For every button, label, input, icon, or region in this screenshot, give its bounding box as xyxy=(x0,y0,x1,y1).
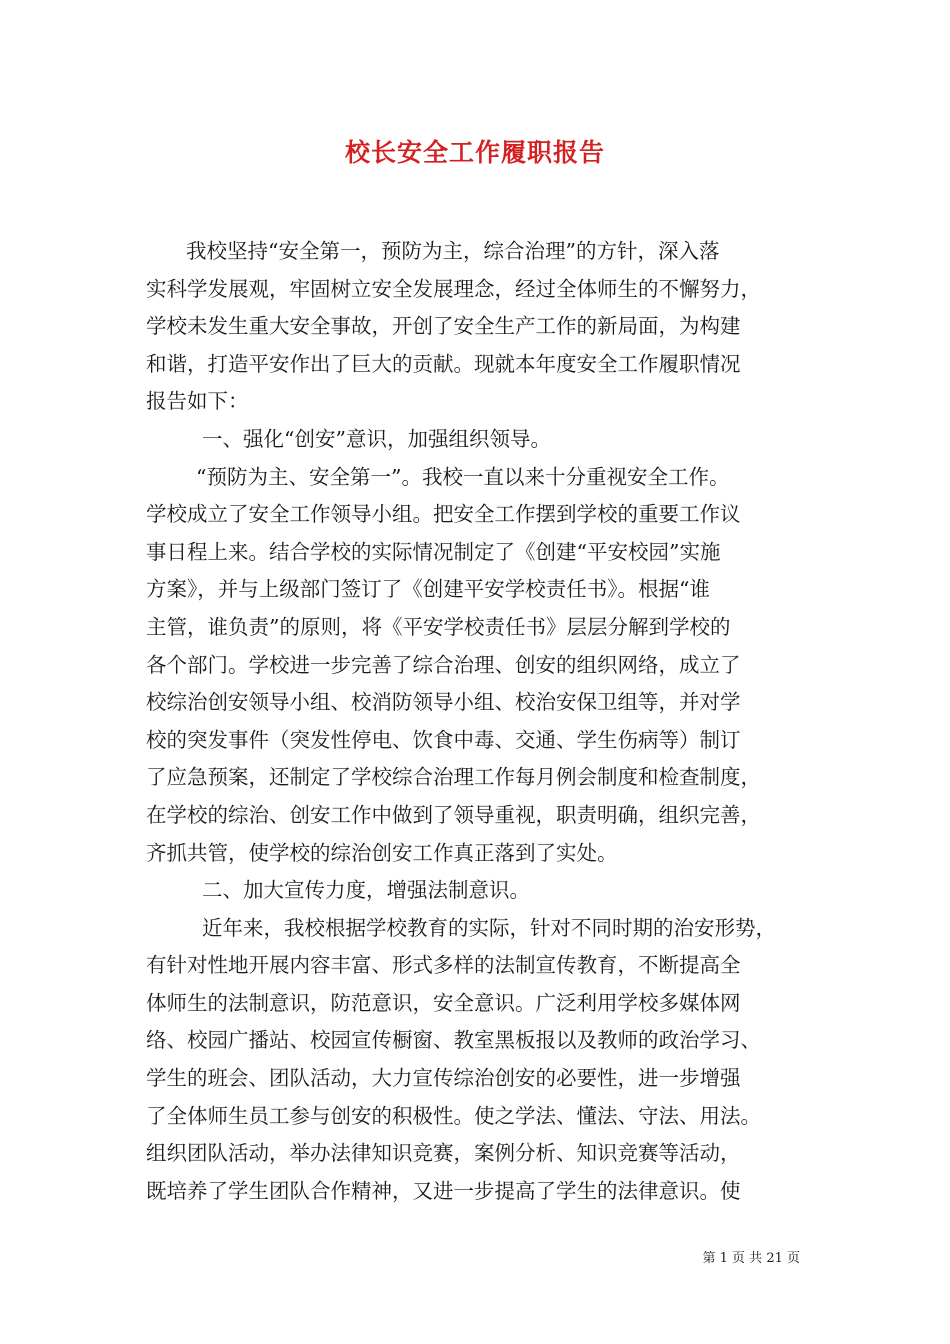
body-line: “预防为主、安全第一”。我校一直以来十分重视安全工作。 xyxy=(196,464,730,489)
body-line: 事日程上来。结合学校的实际情况制定了《创建“平安校园”实施 xyxy=(146,539,721,564)
body-line: 既培养了学生团队合作精神，又进一步提高了学生的法律意识。使 xyxy=(146,1178,741,1203)
body-line: 校综治创安领导小组、校消防领导小组、校治安保卫组等，并对学 xyxy=(146,690,741,715)
body-line: 学生的班会、团队活动，大力宣传综治创安的必要性，进一步增强 xyxy=(146,1066,741,1091)
body-line: 学校成立了安全工作领导小组。把安全工作摆到学校的重要工作议 xyxy=(146,502,741,527)
document-body xyxy=(146,233,816,1210)
body-line: 报告如下： xyxy=(146,389,249,414)
body-line: 近年来，我校根据学校教育的实际，针对不同时期的治安形势， xyxy=(202,915,776,940)
body-line: 了应急预案，还制定了学校综合治理工作每月例会制度和检查制度， xyxy=(146,765,761,790)
body-line: 实科学发展观，牢固树立安全发展理念，经过全体师生的不懈努力， xyxy=(146,276,761,301)
body-line: 有针对性地开展内容丰富、形式多样的法制宣传教育，不断提高全 xyxy=(146,953,741,978)
document-title: 校长安全工作履职报告 xyxy=(344,138,605,167)
body-line: 一、强化“创安”意识，加强组织领导。 xyxy=(202,426,551,451)
body-line: 主管，谁负责”的原则，将《平安学校责任书》层层分解到学校的 xyxy=(146,614,731,639)
body-line: 学校未发生重大安全事故，开创了安全生产工作的新局面，为构建 xyxy=(146,314,741,339)
body-line: 和谐，打造平安作出了巨大的贡献。现就本年度安全工作履职情况 xyxy=(146,351,741,376)
body-line: 络、校园广播站、校园宣传橱窗、教室黑板报以及教师的政治学习、 xyxy=(146,1028,761,1053)
body-line: 我校坚持“安全第一，预防为主，综合治理”的方针，深入落 xyxy=(186,239,720,263)
body-line: 齐抓共管，使学校的综治创安工作真正落到了实处。 xyxy=(146,840,618,865)
body-line: 方案》，并与上级部门签订了《创建平安学校责任书》。根据“谁 xyxy=(146,577,710,602)
body-line: 组织团队活动，举办法律知识竞赛，案例分析、知识竞赛等活动， xyxy=(146,1141,741,1166)
body-line: 体师生的法制意识，防范意识，安全意识。广泛利用学校多媒体网 xyxy=(146,990,741,1015)
body-line: 校的突发事件（突发性停电、饮食中毒、交通、学生伤病等）制订 xyxy=(146,727,741,752)
body-line: 二、加大宣传力度，增强法制意识。 xyxy=(202,878,530,903)
body-line: 在学校的综治、创安工作中做到了领导重视，职责明确，组织完善， xyxy=(146,802,761,827)
page-number: 第 1 页 共 21 页 xyxy=(702,1251,800,1266)
body-line: 了全体师生员工参与创安的积极性。使之学法、懂法、守法、用法。 xyxy=(146,1103,761,1128)
body-line: 各个部门。学校进一步完善了综合治理、创安的组织网络，成立了 xyxy=(146,652,741,677)
